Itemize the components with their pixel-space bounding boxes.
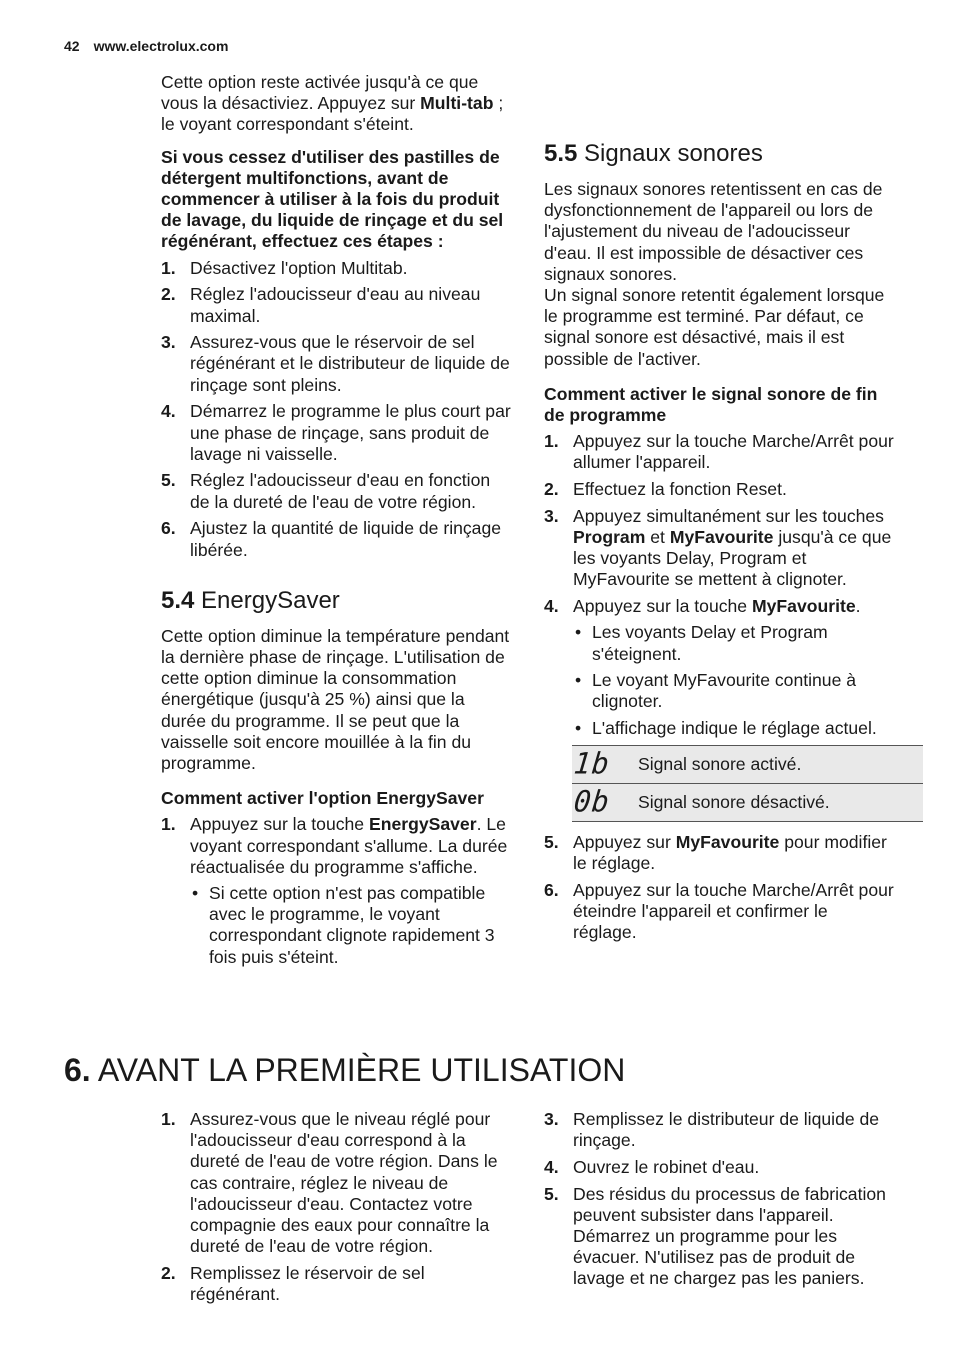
table-row (572, 745, 923, 783)
page-header (64, 38, 228, 54)
table-cell: Signal sonore activé. (638, 745, 923, 783)
list-item: • Si cette option n'est pas compatible avec le programme, le voyant correspondant clignote rapidement 3 fois puis s'éteint. (190, 883, 513, 968)
list-item: 2. Réglez l'adoucisseur d'eau au niveau maximal. (161, 284, 481, 326)
signals-howto: Comment activer le signal sonore de fin de programme (544, 383, 878, 426)
multitab-label: Multi-tab (420, 93, 494, 114)
signals-paragraph-1: Les signaux sonores retentissent en cas de dysfonctionnement de l'appareil ou lors de l'ajustement du niveau de l'adoucisseur d'eau. Il est impossible de désactiver ces signaux sonores. (544, 179, 883, 284)
signals-paragraph-2: Un signal sonore retentit également lorsque le programme est terminé. Par défaut, ce signal sonore est désactivé, mais il est possible de l'activer. (544, 285, 885, 369)
list-item: • L'affichage indique le réglage actuel. (573, 718, 896, 739)
energysaver-description: Cette option diminue la température pendant la dernière phase de rinçage. L'utilisation de cette option diminue la consommation énergétique (jusqu'à 25 %) ainsi que la durée du programme. Il se peut que la vaisselle soit encore mouillée à la fin du programme. (161, 625, 510, 773)
list-item: 6. Ajustez la quantité de liquide de rinçage libérée. (161, 518, 502, 560)
left-column (161, 72, 513, 973)
list-item: 6. Appuyez sur la touche Marche/Arrêt pour éteindre l'appareil et confirmer le réglage. (544, 879, 894, 943)
display-code: 1b (572, 746, 612, 782)
list-item: 1. Désactivez l'option Multitab. (161, 257, 408, 278)
section-5-5-heading: 5.5 Signaux sonores (544, 140, 763, 167)
page-number: 42 (64, 38, 80, 54)
list-item: 2. Effectuez la fonction Reset. (544, 479, 787, 500)
display-code: 0b (572, 784, 612, 820)
energysaver-bullets (190, 883, 513, 968)
list-item: 1. Appuyez sur la touche EnergySaver. Le voyant correspondant s'allume. La durée réactualisée du programme s'affiche. • Si cette option n'est pas compatible avec le programme, le voyant correspondant clignote rapidement 3 fois puis s'éteint. (161, 814, 513, 967)
table-row (572, 783, 923, 821)
list-item: 3. Appuyez simultanément sur les touches Program et MyFavourite jusqu'à ce que les voyants Delay, Program et MyFavourite se mettent à clignoter. (544, 505, 892, 590)
signals-bullets (573, 622, 896, 739)
energysaver-steps (161, 814, 513, 967)
list-item: 2. Remplissez le réservoir de sel régénérant. (161, 1262, 425, 1305)
list-item: • Les voyants Delay et Program s'éteignent. (573, 622, 896, 664)
chapter-6-steps-right (544, 1109, 896, 1290)
list-item: • Le voyant MyFavourite continue à clignoter. (573, 670, 896, 712)
chapter-6-right (544, 1109, 896, 1295)
multitab-steps (161, 258, 513, 561)
multitab-warning: Si vous cessez d'utiliser des pastilles de détergent multifonctions, avant de commencer à utiliser à la fois du produit de lavage, du liquide de rinçage et du sel régénérant, effectuez ces étapes : (161, 146, 504, 252)
site-url: www.electrolux.com (93, 38, 229, 54)
list-item: 1. Assurez-vous que le niveau réglé pour l'adoucisseur d'eau correspond à la dureté de l'eau de votre région. Dans le cas contraire, réglez le niveau de l'adoucisseur d'eau. Contactez votre compagnie des eaux pour connaître la dureté de l'eau de votre région. (161, 1109, 498, 1257)
list-item: 5. Appuyez sur MyFavourite pour modifier le réglage. (544, 831, 887, 874)
list-item: 4. Ouvrez le robinet d'eau. (544, 1156, 760, 1177)
right-column (544, 72, 896, 949)
list-item: 5. Des résidus du processus de fabrication peuvent subsister dans l'appareil. Démarrez un programme pour les évacuer. N'utilisez pas de produit de lavage et ne chargez pas les paniers. (544, 1183, 886, 1289)
signals-steps-continued (544, 832, 896, 944)
table-cell: Signal sonore désactivé. (638, 783, 923, 821)
list-item: 3. Remplissez le distributeur de liquide de rinçage. (544, 1109, 880, 1151)
list-item: 4. Démarrez le programme le plus court par une phase de rinçage, sans produit de lavage ni vaisselle. (161, 401, 511, 464)
multitab-intro: Cette option reste activée jusqu'à ce que vous la désactiviez. Appuyez sur Multi-tab ; le voyant correspondant s'éteint. (161, 72, 504, 135)
list-item: 5. Réglez l'adoucisseur d'eau en fonction de la dureté de l'eau de votre région. (161, 470, 491, 512)
chapter-6-heading: 6. AVANT LA PREMIÈRE UTILISATION (64, 1052, 626, 1088)
signal-settings-table (572, 745, 923, 822)
chapter-6-left (161, 1109, 513, 1311)
list-item: 1. Appuyez sur la touche Marche/Arrêt pour allumer l'appareil. (544, 431, 894, 473)
signals-steps (544, 431, 896, 739)
list-item: 4. Appuyez sur la touche MyFavourite. • Les voyants Delay et Program s'éteignent. • Le voyant MyFavourite continue à clignoter. • L'affichage indique le réglage actuel. (544, 596, 896, 739)
energysaver-howto: Comment activer l'option EnergySaver (161, 788, 484, 809)
list-item: 3. Assurez-vous que le réservoir de sel régénérant et le distributeur de liquide de rinçage sont pleins. (161, 332, 510, 395)
chapter-6-steps-left (161, 1109, 513, 1305)
section-5-4-heading: 5.4 EnergySaver (161, 586, 340, 614)
